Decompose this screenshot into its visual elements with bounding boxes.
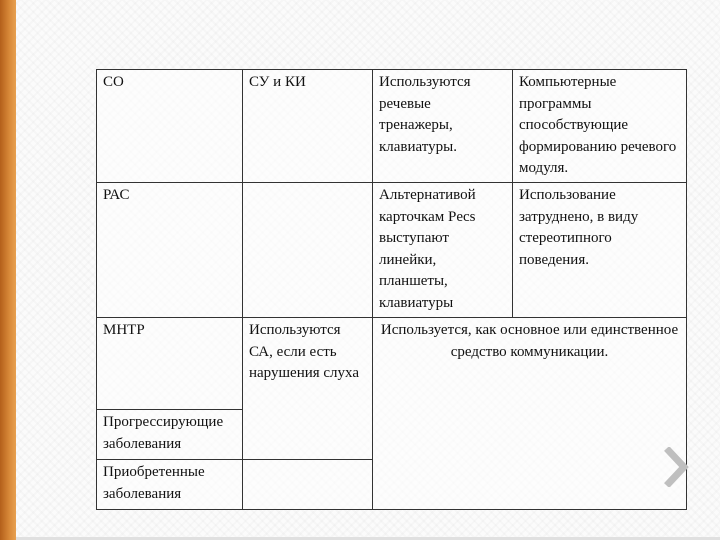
table-cell	[243, 183, 373, 318]
table-cell: Используются СА, если есть нарушения слуха	[243, 318, 373, 460]
table-cell: МНТР	[97, 318, 243, 410]
left-accent-bar	[0, 0, 16, 540]
table-cell: СУ и КИ	[243, 70, 373, 183]
table-cell: Приобретенные заболевания	[97, 460, 243, 510]
table-cell: РАС	[97, 183, 243, 318]
table-cell: Использование затруднено, в виду стереотипного поведения.	[513, 183, 687, 318]
comparison-table	[96, 69, 687, 510]
next-slide-button[interactable]	[664, 447, 690, 487]
table-cell: СО	[97, 70, 243, 183]
table-cell: Компьютерные программы способствующие формированию речевого модуля.	[513, 70, 687, 183]
table-row	[97, 183, 687, 318]
table-cell: Используются речевые тренажеры, клавиатуры.	[373, 70, 513, 183]
table-row	[97, 70, 687, 183]
table-cell: Альтернативой карточкам Pecs выступают линейки, планшеты, клавиатуры	[373, 183, 513, 318]
chevron-right-icon	[664, 447, 690, 487]
table-cell	[243, 460, 373, 510]
table-cell-merged: Используется, как основное или единственное средство коммуникации.	[373, 318, 687, 510]
table-row	[97, 318, 687, 410]
table-cell: Прогрессирующие заболевания	[97, 410, 243, 460]
